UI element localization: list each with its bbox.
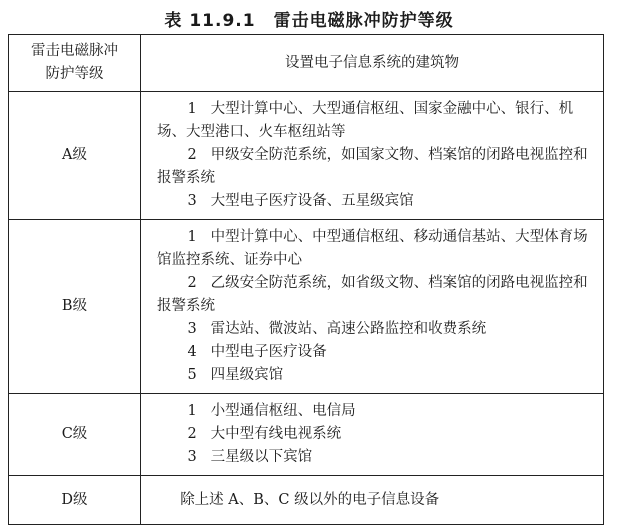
grade-label: C级 [9,394,141,476]
table-row-c [9,394,604,476]
list-item: 3 大型电子医疗设备、五星级宾馆 [187,193,414,209]
header-col1-line1: 雷击电磁脉冲 [31,43,118,59]
list-item: 2 甲级安全防范系统，如国家文物、档案馆的闭路电视监控和报警系统 [157,147,588,186]
header-buildings: 设置电子信息系统的建筑物 [141,35,604,92]
list-item: 1 小型通信枢纽、电信局 [187,403,356,419]
header-protection-grade [9,35,141,92]
table-header-row [9,35,604,92]
list-item: 1 中型计算中心、中型通信枢纽、移动通信基站、大型体育场馆监控系统、证券中心 [157,229,588,268]
list-item: 2 大中型有线电视系统 [187,426,342,442]
list-item: 除上述 A、B、C 级以外的电子信息设备 [180,491,440,508]
list-item: 3 三星级以下宾馆 [187,449,313,465]
protection-grade-table [8,34,604,525]
table-row-b [9,220,604,394]
grade-items [141,394,604,476]
grade-label: B级 [9,220,141,394]
grade-items [141,92,604,220]
table-row-d [9,476,604,525]
table-title: 表 11.9.1 雷击电磁脉冲防护等级 [164,11,454,31]
grade-items [141,476,604,525]
grade-label: A级 [9,92,141,220]
list-item: 3 雷达站、微波站、高速公路监控和收费系统 [187,321,487,337]
grade-label: D级 [9,476,141,525]
grade-items [141,220,604,394]
table-row-a [9,92,604,220]
list-item: 2 乙级安全防范系统，如省级文物、档案馆的闭路电视监控和报警系统 [157,275,588,314]
list-item: 4 中型电子医疗设备 [187,344,327,360]
list-item: 1 大型计算中心、大型通信枢纽、国家金融中心、银行、机场、大型港口、火车枢纽站等 [157,101,574,140]
list-item: 5 四星级宾馆 [187,367,284,383]
header-col1-line2: 防护等级 [45,66,104,82]
